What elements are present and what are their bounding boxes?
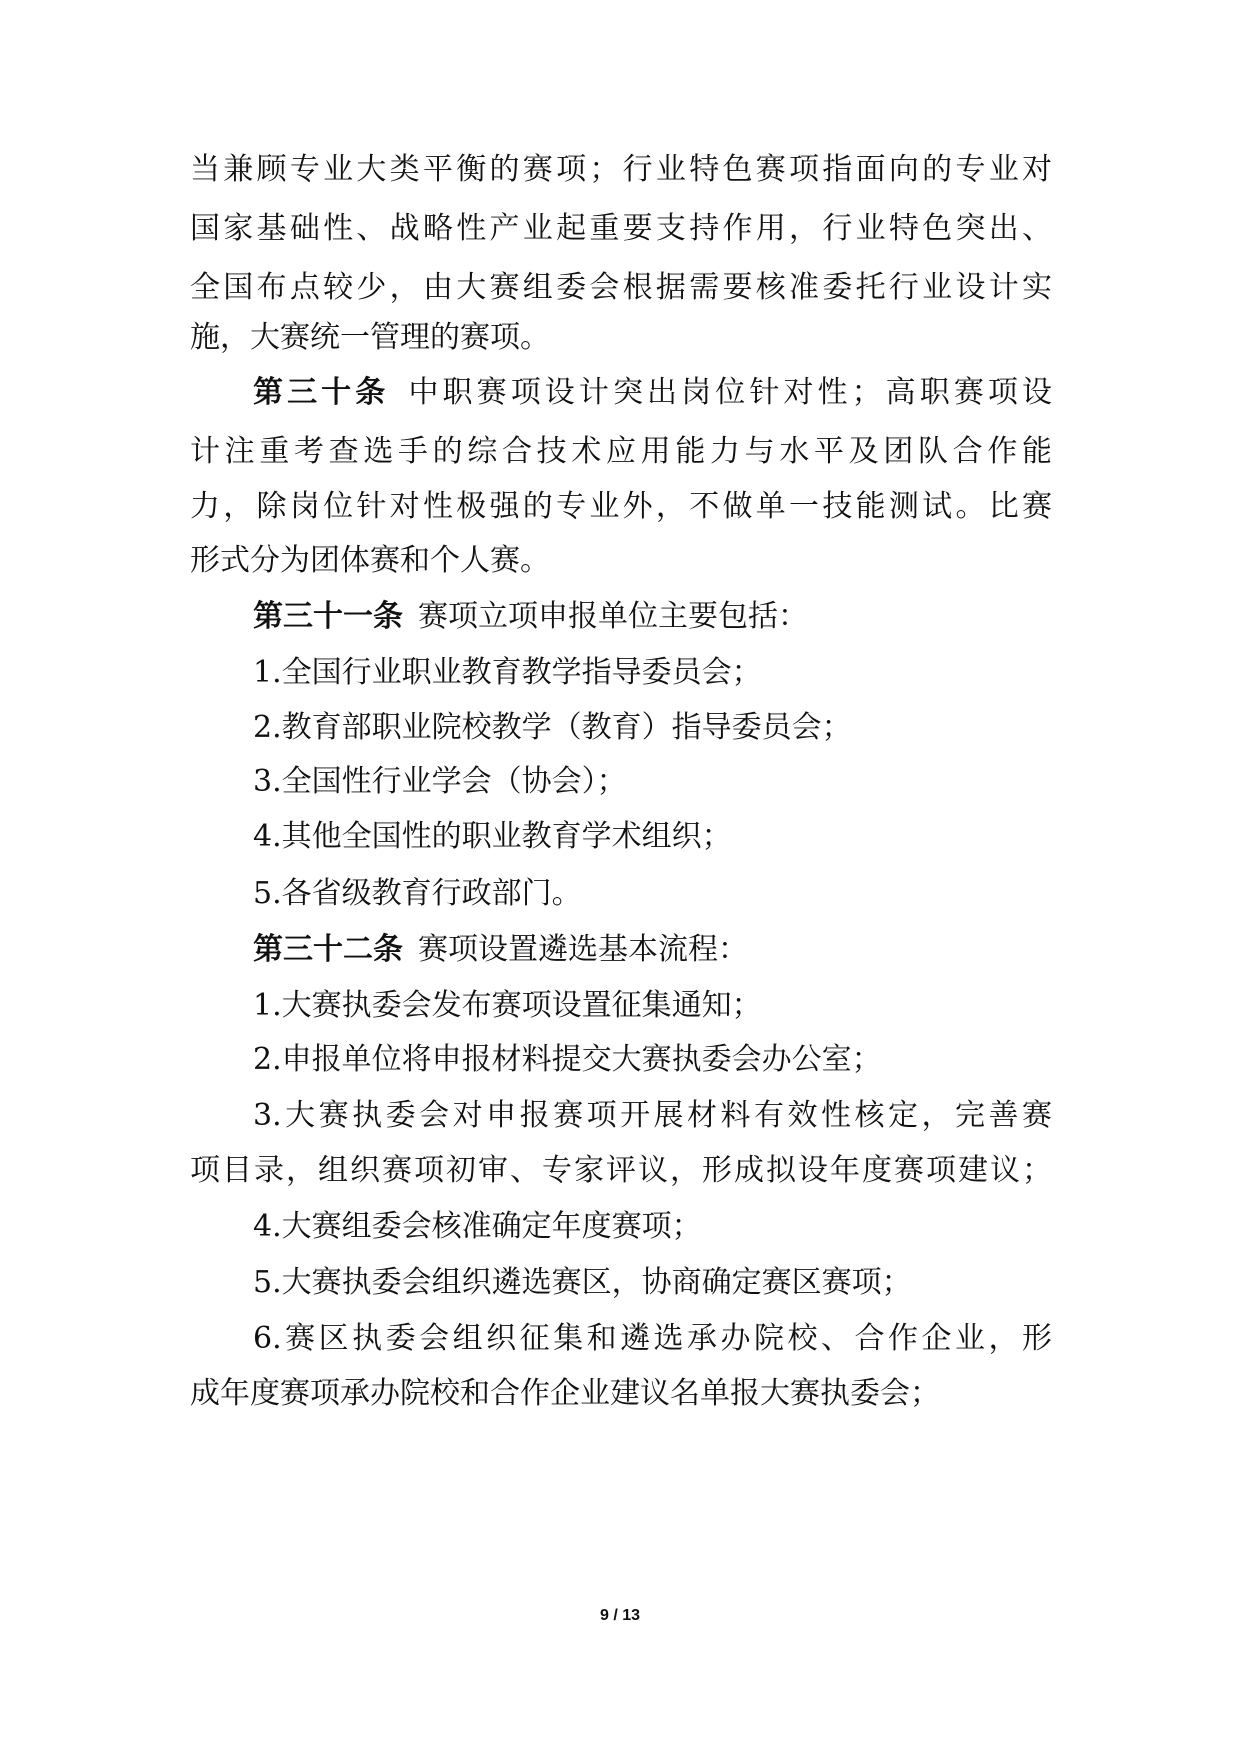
article-31-intro: 赛项立项申报单位主要包括： [418, 599, 808, 634]
list-item: 4.大赛组委会核准确定年度赛项； [253, 1209, 702, 1244]
list-item: 1.全国行业职业教育教学指导委员会； [253, 655, 762, 690]
article-31-heading: 第三十一条 [253, 599, 403, 634]
page-number: 9 / 13 [599, 1607, 641, 1624]
list-item: 5.各省级教育行政部门。 [253, 876, 582, 911]
list-item: 2.教育部职业院校教学（教育）指导委员会； [253, 710, 852, 745]
list-item: 3.大赛执委会对申报赛项开展材料有效性核定，完善赛 [253, 1098, 1052, 1133]
article-30-text: 中职赛项设计突出岗位针对性；高职赛项设 [404, 375, 1052, 410]
paragraph-line: 形式分为团体赛和个人赛。 [190, 543, 550, 578]
paragraph-line: 国家基础性、战略性产业起重要支持作用，行业特色突出、 [190, 211, 1052, 246]
list-item-continuation: 成年度赛项承办院校和合作企业建议名单报大赛执委会； [190, 1376, 940, 1411]
list-item: 1.大赛执委会发布赛项设置征集通知； [253, 988, 762, 1023]
list-item: 3.全国性行业学会（协会）； [253, 764, 627, 799]
paragraph-line: 计注重考查选手的综合技术应用能力与水平及团队合作能 [190, 434, 1052, 469]
list-item: 6.赛区执委会组织征集和遴选承办院校、合作企业，形 [253, 1321, 1052, 1356]
article-32-first-line [253, 930, 1052, 970]
paragraph-line: 施，大赛统一管理的赛项。 [190, 320, 550, 355]
list-item-continuation: 项目录，组织赛项初审、专家评议，形成拟设年度赛项建议； [190, 1153, 1052, 1188]
list-item: 5.大赛执委会组织遴选赛区，协商确定赛区赛项； [253, 1265, 912, 1300]
list-item: 2.申报单位将申报材料提交大赛执委会办公室； [253, 1042, 882, 1077]
article-30-first-line [253, 373, 1052, 413]
paragraph-line: 全国布点较少，由大赛组委会根据需要核准委托行业设计实 [190, 270, 1052, 305]
list-item: 4.其他全国性的职业教育学术组织； [253, 819, 732, 854]
article-32-intro: 赛项设置遴选基本流程： [418, 932, 748, 967]
article-31-first-line [253, 597, 1052, 637]
article-32-heading: 第三十二条 [253, 932, 403, 967]
article-30-heading: 第三十条 [253, 375, 390, 410]
paragraph-line: 力，除岗位针对性极强的专业外，不做单一技能测试。比赛 [190, 489, 1052, 524]
paragraph-line: 当兼顾专业大类平衡的赛项；行业特色赛项指面向的专业对 [190, 152, 1052, 187]
